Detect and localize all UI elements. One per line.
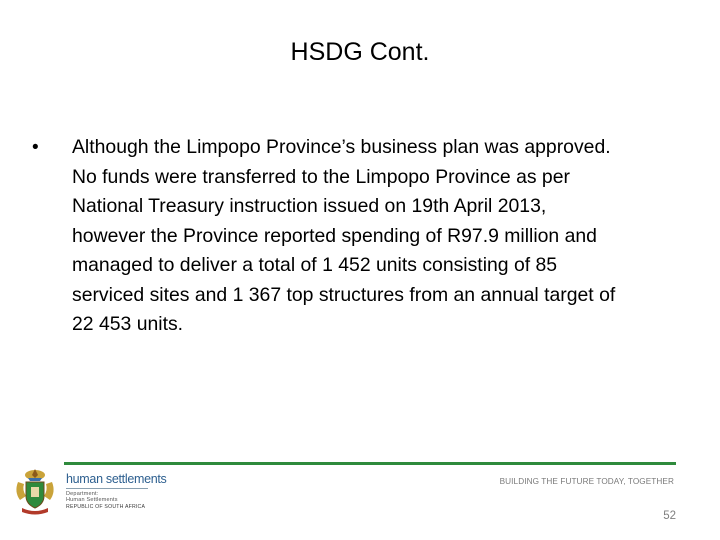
slide-title: HSDG Cont.: [290, 38, 430, 66]
department-line: Department:: [66, 491, 99, 497]
bullet-line: serviced sites and 1 367 top structures from an annual target of: [72, 283, 616, 306]
bullet-line: National Treasury instruction issued on 19th April 2013,: [72, 195, 547, 217]
bullet-line: Although the Limpopo Province’s business plan was approved.: [72, 136, 611, 158]
department-logo: [66, 472, 167, 510]
footer-divider: [64, 462, 676, 465]
logo-divider: [66, 488, 148, 489]
bullet-line: No funds were transferred to the Limpopo Province as per: [72, 165, 570, 188]
bullet-list: [30, 133, 700, 340]
bullet-line: 22 453 units.: [72, 313, 184, 335]
bullet-line: however the Province reported spending of R97.9 million and: [72, 224, 597, 247]
bullet-dot: •: [32, 137, 39, 158]
department-line: Human Settlements: [66, 497, 118, 504]
bullet-item: [30, 133, 700, 340]
page-number: 52: [663, 510, 676, 522]
slide-footer: [0, 458, 720, 540]
department-country: REPUBLIC OF SOUTH AFRICA: [66, 503, 146, 510]
bullet-line: managed to deliver a total of 1 452 units consisting of 85: [72, 254, 558, 276]
footer-tagline: BUILDING THE FUTURE TODAY, TOGETHER: [499, 477, 674, 486]
department-name: human settlements: [66, 472, 167, 486]
coat-of-arms-icon: [10, 466, 60, 518]
